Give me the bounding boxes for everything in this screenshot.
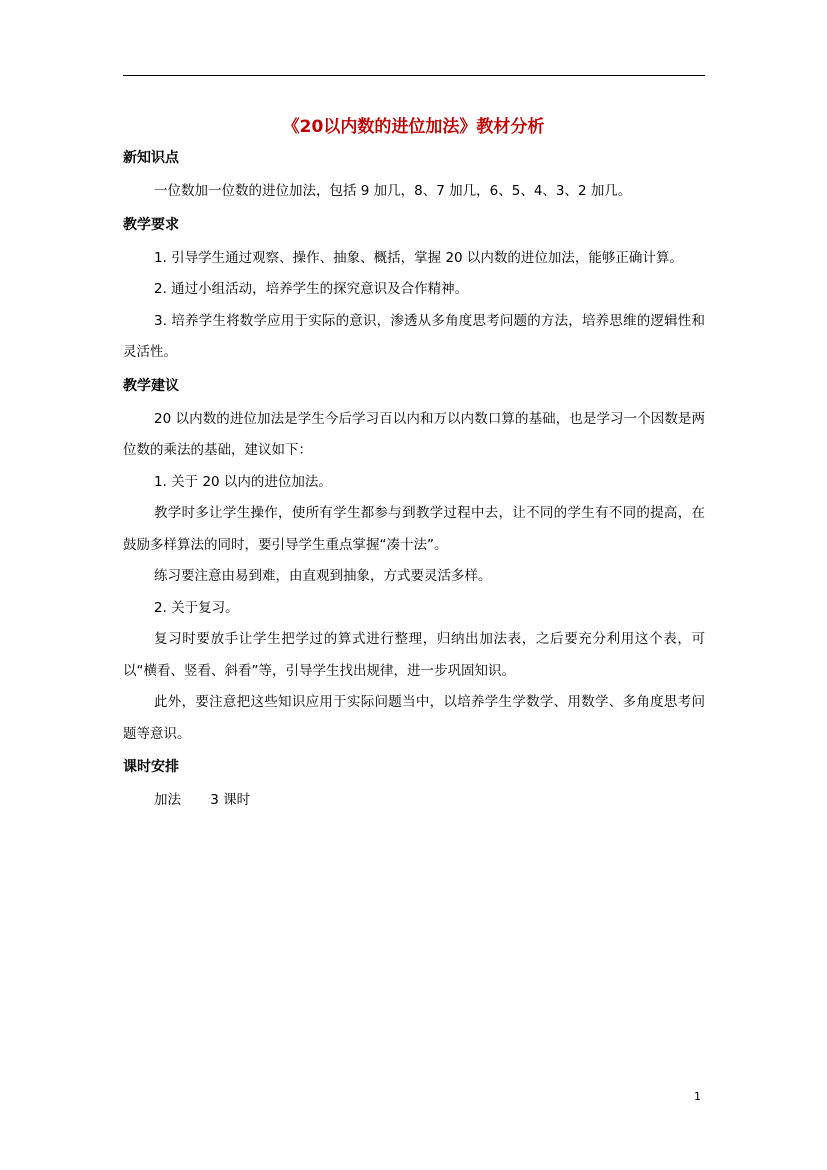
suggestion-paragraph: 练习要注意由易到难，由直观到抽象，方式要灵活多样。 <box>154 568 492 584</box>
document-body <box>123 148 705 813</box>
schedule-hours: 3 课时 <box>210 792 251 808</box>
requirement-item-3: 3. 培养学生将数学应用于实际的意识，渗透从多角度思考问题的方法，培养思维的逻辑性和灵活性。 <box>123 312 705 360</box>
suggestion-paragraph: 20 以内数的进位加法是学生今后学习百以内和万以内数口算的基础，也是学习一个因数是两位数的乘法的基础，建议如下： <box>123 410 705 458</box>
suggestion-paragraph: 复习时要放手让学生把学过的算式进行整理，归纳出加法表，之后要充分利用这个表，可以“横看、竖看、斜看”等，引导学生找出规律，进一步巩固知识。 <box>123 631 705 679</box>
heading-new-knowledge: 新知识点 <box>123 150 179 166</box>
header-rule <box>123 75 705 76</box>
heading-teaching-suggestions: 教学建议 <box>123 377 179 394</box>
document-title: 《20以内数的进位加法》教材分析 <box>282 117 545 137</box>
heading-schedule: 课时安排 <box>123 759 179 775</box>
suggestion-paragraph: 教学时多让学生操作，使所有学生都参与到教学过程中去，让不同的学生有不同的提高，在鼓励多样算法的同时，要引导学生重点掌握“凑十法”。 <box>123 505 705 553</box>
requirement-item-1: 1. 引导学生通过观察、操作、抽象、概括，掌握 20 以内数的进位加法，能够正确计算。 <box>154 249 683 266</box>
heading-teaching-requirements: 教学要求 <box>123 216 179 233</box>
schedule-row <box>123 787 705 813</box>
page-number: 1 <box>694 1090 701 1103</box>
knowledge-paragraph: 一位数加一位数的进位加法，包括 9 加几，8、7 加几，6、5、4、3、2 加几。 <box>154 183 632 199</box>
schedule-item: 加法 <box>154 792 181 808</box>
suggestion-paragraph: 1. 关于 20 以内的进位加法。 <box>154 473 332 490</box>
suggestion-paragraph: 此外，要注意把这些知识应用于实际问题当中，以培养学生学数学、用数学、多角度思考问题等意识。 <box>123 694 705 742</box>
suggestion-paragraph: 2. 关于复习。 <box>154 599 239 616</box>
requirement-item-2: 2. 通过小组活动，培养学生的探究意识及合作精神。 <box>154 281 469 297</box>
